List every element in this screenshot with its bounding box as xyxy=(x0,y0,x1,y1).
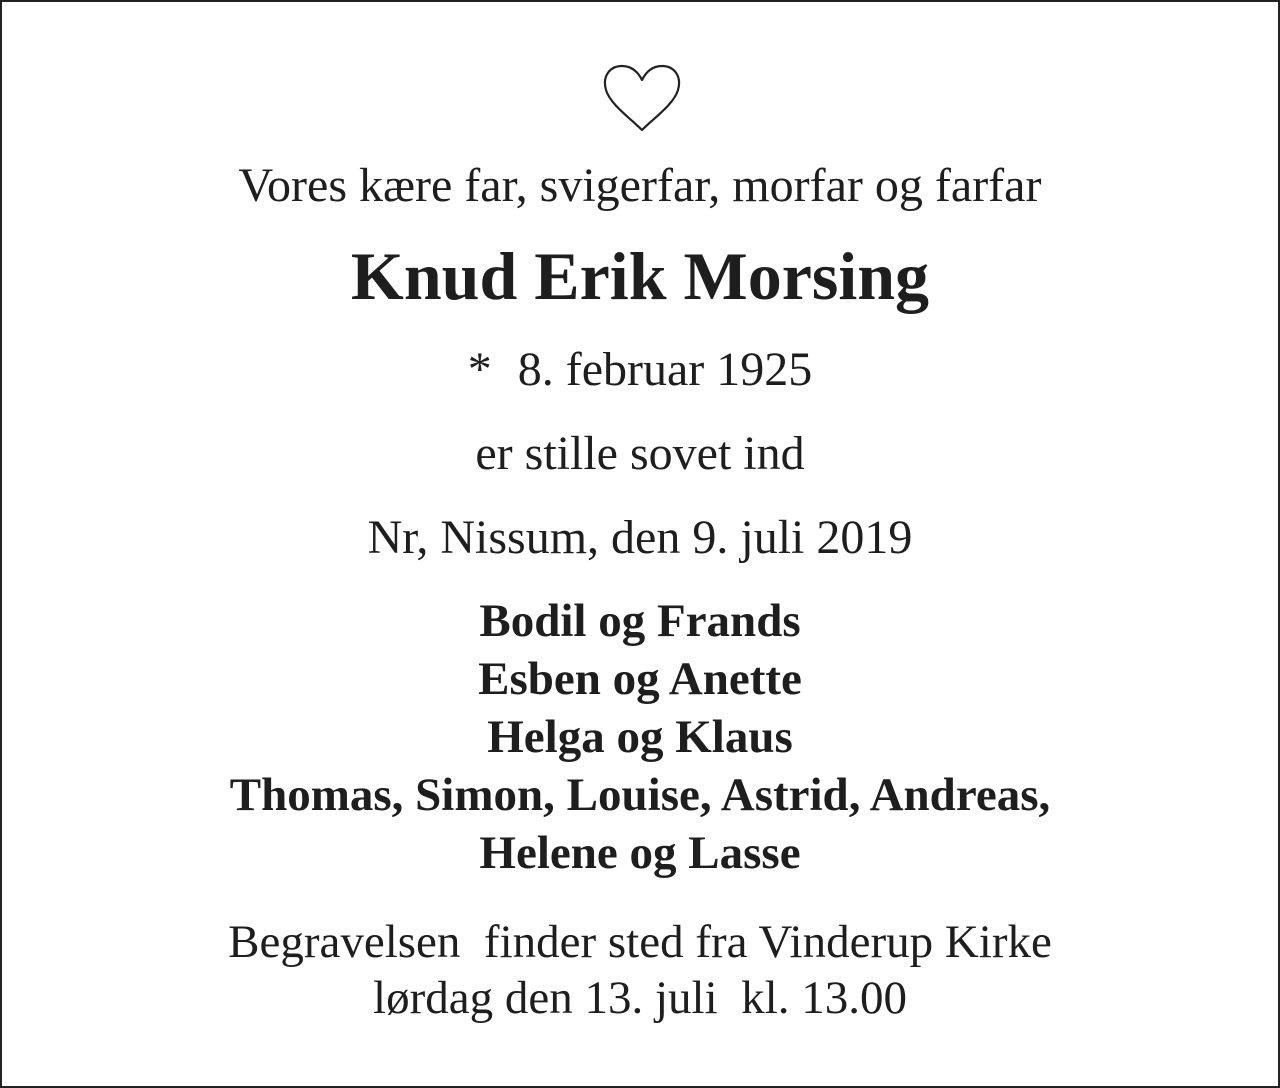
mourner-line: Esben og Anette xyxy=(478,653,802,705)
funeral-location: Begravelsen finder sted fra Vinderup Kirke xyxy=(228,916,1052,968)
funeral-time: lørdag den 13. juli kl. 13.00 xyxy=(373,972,907,1024)
funeral-info xyxy=(2,914,1278,1026)
deceased-name: Knud Erik Morsing xyxy=(350,238,930,314)
heart-icon xyxy=(600,62,684,134)
mourner-line: Thomas, Simon, Louise, Astrid, Andreas, xyxy=(229,769,1051,821)
mourner-line: Helene og Lasse xyxy=(479,827,801,879)
place-date: Nr, Nissum, den 9. juli 2019 xyxy=(367,511,913,564)
intro-text: Vores kære far, svigerfar, morfar og farfar xyxy=(238,159,1042,212)
mourners-list xyxy=(2,592,1278,882)
passed-text: er stille sovet ind xyxy=(475,427,805,480)
mourner-line: Bodil og Frands xyxy=(479,595,801,647)
mourner-line: Helga og Klaus xyxy=(487,711,793,763)
birth-date: 8. februar 1925 xyxy=(517,343,813,396)
birth-line xyxy=(2,342,1278,398)
birth-symbol: * xyxy=(467,343,492,396)
